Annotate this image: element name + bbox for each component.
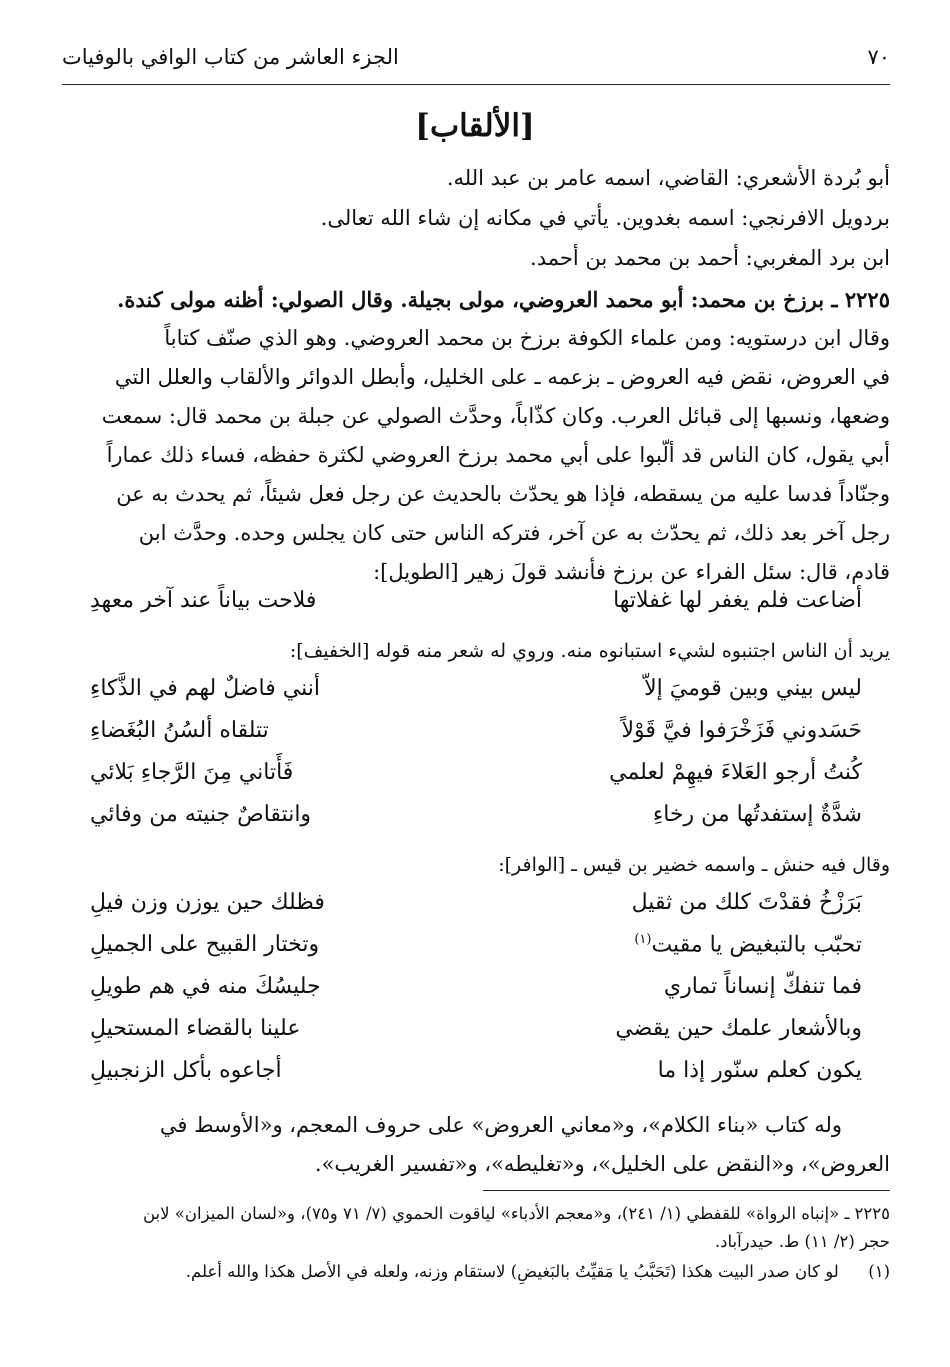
closing-line: وله كتاب «بناء الكلام»، و«معاني العروض» على حروف المعجم، و«الأوسط في [159,1113,842,1137]
footnote-number: (١) [868,1262,890,1281]
verse-hemistich-second: أجاعوه بأكل الزنجبيلِ [90,1058,282,1083]
verse-hemistich-first: شدَّةٌ إستفدتُها من رخاءِ [652,802,862,827]
closing-paragraph [62,1106,890,1184]
footnote-1 [62,1258,890,1286]
verse-hemistich-second: أنني فاضلٌ لهم في الذَّكاءِ [90,676,320,701]
alqab-line: ابن برد المغربي: أحمد بن محمد بن أحمد. [530,246,890,270]
entry-line: وجنّاداً فدسا عليه من يسقطه، فإذا هو يحدّث بالحديث عن رجل فعل شيئاً، ثم يحدث به عن [116,482,890,506]
verse-hemistich-second: وتختار القبيح على الجميلِ [90,932,320,957]
verse-wafir-4 [90,1016,862,1041]
footnote-rule [483,1190,890,1191]
verse-hemistich-second: تتلقاه ألسُنُ البُغَضاءِ [90,718,269,743]
verse-hemistich-first: يكون كعلم سنّور إذا ما [657,1058,862,1083]
verse-hemistich-second: فَأَتاني مِنَ الرَّجاءِ بَلائي [90,760,294,785]
verse-hemistich-second: فظلك حين يوزن وزن فيلِ [90,890,325,915]
verse-hemistich-first: أضاعت فلم يغفر لها غفلاتها [613,588,862,613]
entry-heading: ٢٢٢٥ ـ برزخ بن محمد: أبو محمد العروضي، مولى بجيلة. وقال الصولي: أظنه مولى كندة. [117,287,890,312]
verse-hemistich-first: بَرَزْخُ فقدْتَ كلك من ثقيل [631,890,862,915]
header-rule [62,84,890,85]
running-title: الجزء العاشر من كتاب الوافي بالوفيات [62,45,399,69]
footnotes [62,1200,890,1286]
footnote-marker: (١) [634,932,652,947]
verse-taweel [90,588,862,613]
entry-line: قادم، قال: سئل الفراء عن برزخ فأنشد قولَ زهير [الطويل]: [373,560,890,584]
entry-line: وضعها، ونسبها إلى قبائل العرب. وكان كذّاباً، وحدَّث الصولي عن جبلة بن محمد قال: سمعت [101,404,890,428]
alqab-line: بردويل الافرنجي: اسمه بغدوين. يأتي في مكانه إن شاء الله تعالى. [320,206,890,230]
verse-hemistich-second: جليسُكَ منه في هم طويلِ [90,974,321,999]
verse-wafir-3 [90,974,862,999]
verse-hemistich-first: كُنتُ أرجو العَلاءَ فيهِمْ لعلمي [609,760,862,785]
verse-khafif-4 [90,802,862,827]
page-header [62,40,890,74]
verse-wafir-5 [90,1058,862,1083]
verse-hemistich-first: تحبّب بالتبغيض يا مقيت$^{(١)}$ [634,932,862,958]
footnote-entry-ref: ٢٢٢٥ ـ «إنباه الرواة» للقفطي (١/ ٢٤١)، و«معجم الأدباء» لياقوت الحموي (٧/ ٧١ و٧٥)، و«لسان الميزان» لابن [142,1204,890,1223]
entry-line: رجل آخر بعد ذلك، ثم يحدّث به عن آخر، فتركه الناس حتى كان يجلس وحده. وحدَّث ابن [138,521,890,545]
verse-hemistich-first: وبالأشعار علمك حين يقضي [615,1016,862,1041]
footnote-text: لو كان صدر البيت هكذا (تَحَبَّبُ يا مَقيِّتُ بالبَغيضِ) لاستقام وزنه، ولعله في الأصل هكذا والله أعلم. [185,1262,839,1281]
verse-khafif-1 [90,676,862,701]
note-wafir: وقال فيه حنش ـ واسمه خضير بن قيس ـ [الوافر]: [498,854,890,876]
page-number: ٧٠ [867,45,890,69]
alqab-line: أبو بُردة الأشعري: القاضي، اسمه عامر بن عبد الله. [446,166,890,190]
main-text [62,158,890,592]
entry-line: وقال ابن درستويه: ومن علماء الكوفة برزخ بن محمد العروضي. وهو الذي صنّف كتاباً [164,326,890,350]
entry-line: في العروض، نقض فيه العروض ـ بزعمه ـ على الخليل، وأبطل الدوائر والألقاب والعلل التي [114,365,890,389]
note-khafif: يريد أن الناس اجتنبوه لشيء استبانوه منه. وروي له شعر منه قوله [الخفيف]: [289,640,890,662]
verse-wafir-1 [90,890,862,915]
verse-hemistich-first: ليس بيني وبين قوميَ إلاّ [644,676,862,701]
verse-hemistich-second: فلاحت بياناً عند آخر معهدِ [90,588,317,613]
verse-wafir-2 [90,932,862,957]
verse-khafif-3 [90,760,862,785]
verse-hemistich-second: علينا بالقضاء المستحيلِ [90,1016,301,1041]
footnote-entry-ref-cont: حجر (٢/ ١١) ط. حيدرآباد. [714,1232,890,1251]
entry-line: أبي يقول، كان الناس قد ألّبوا على أبي محمد برزخ العروضي لكثرة حفظه، فساء ذلك عماراً [106,443,890,467]
verse-hemistich-first: فما تنفكّ إنساناً تماري [663,974,862,999]
verse-hemistich-first: حَسَدوني فَزَخْرَفوا فيَّ قَوْلاً [621,718,862,743]
section-title: [الألقاب] [415,108,535,144]
closing-line: العروض»، و«النقض على الخليل»، و«تغليطه»، و«تفسير الغريب». [314,1152,890,1176]
verse-khafif-2 [90,718,862,743]
verse-hemistich-second: وانتقاصٌ جنيته من وفائي [90,802,312,827]
